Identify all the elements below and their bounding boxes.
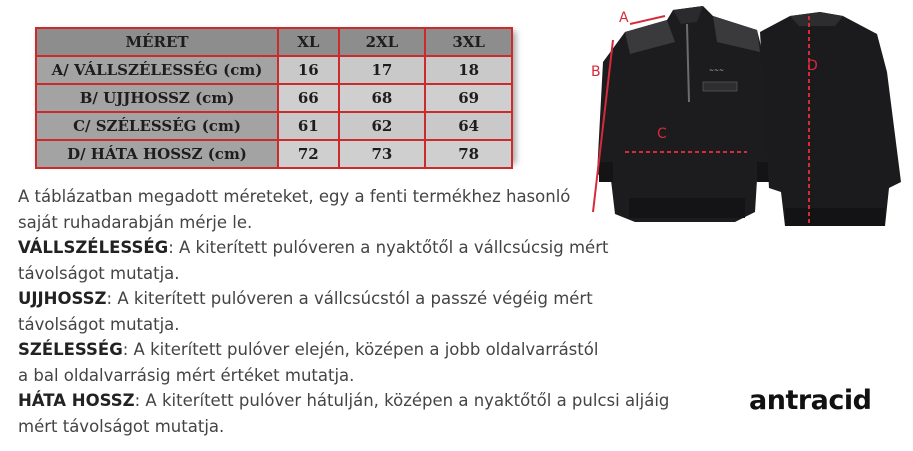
marker-b: B <box>591 64 601 80</box>
description-text: : A kiterített pulóver hátulján, középen a nyaktőtől a pulcsi aljáig <box>134 391 670 410</box>
cell-value: 73 <box>339 140 426 168</box>
cell-value: 69 <box>425 84 512 112</box>
table-row <box>36 112 512 140</box>
term-back-length: HÁTA HOSSZ <box>18 391 135 410</box>
sweater-back <box>760 12 901 226</box>
marker-d: D <box>807 58 818 74</box>
description-text: : A kiterített pulóveren a vállcsúcstól a passzé végéig mért <box>106 289 593 308</box>
brand-logo: antracid <box>749 385 872 416</box>
intro-line: A táblázatban megadott méreteket, egy a fenti termékhez hasonló <box>18 187 571 206</box>
description-item <box>18 388 698 439</box>
cell-value: 64 <box>425 112 512 140</box>
size-table <box>35 27 513 163</box>
svg-text:~~~: ~~~ <box>709 67 725 74</box>
table-header-row <box>36 28 512 56</box>
header-3xl: 3XL <box>425 28 512 56</box>
table-row <box>36 56 512 84</box>
term-shoulder-width: VÁLLSZÉLESSÉG <box>18 238 169 257</box>
header-xl: XL <box>278 28 339 56</box>
description-text: távolságot mutatja. <box>18 263 180 283</box>
header-size: MÉRET <box>36 28 278 56</box>
sweater-illustration <box>585 2 910 230</box>
row-label: B/ UJJHOSSZ (cm) <box>36 84 278 112</box>
description-text: távolságot mutatja. <box>18 314 180 334</box>
size-chart <box>35 27 513 169</box>
cell-value: 62 <box>339 112 426 140</box>
sweater-front <box>597 6 771 222</box>
description-item <box>18 235 698 286</box>
table-row <box>36 84 512 112</box>
description-text: mért távolságot mutatja. <box>18 416 225 436</box>
description-text: a bal oldalvarrásig mért értéket mutatja. <box>18 365 355 385</box>
term-sleeve-length: UJJHOSSZ <box>18 289 107 308</box>
cell-value: 16 <box>278 56 339 84</box>
cell-value: 18 <box>425 56 512 84</box>
row-label: D/ HÁTA HOSSZ (cm) <box>36 140 278 168</box>
description-text: : A kiterített pulóver elején, középen a jobb oldalvarrástól <box>122 340 599 359</box>
description-item <box>18 286 698 337</box>
header-2xl: 2XL <box>339 28 426 56</box>
cell-value: 61 <box>278 112 339 140</box>
description-text: : A kiterített pulóveren a nyaktőtől a vállcsúcsig mért <box>168 238 609 257</box>
cell-value: 78 <box>425 140 512 168</box>
cell-value: 17 <box>339 56 426 84</box>
row-label: C/ SZÉLESSÉG (cm) <box>36 112 278 140</box>
cell-value: 68 <box>339 84 426 112</box>
cell-value: 72 <box>278 140 339 168</box>
term-width: SZÉLESSÉG <box>18 340 123 359</box>
description-item <box>18 337 698 388</box>
marker-c: C <box>657 126 667 142</box>
table-row <box>36 140 512 168</box>
marker-a: A <box>619 10 629 26</box>
cell-value: 66 <box>278 84 339 112</box>
row-label: A/ VÁLLSZÉLESSÉG (cm) <box>36 56 278 84</box>
intro-line: saját ruhadarabján mérje le. <box>18 212 253 232</box>
